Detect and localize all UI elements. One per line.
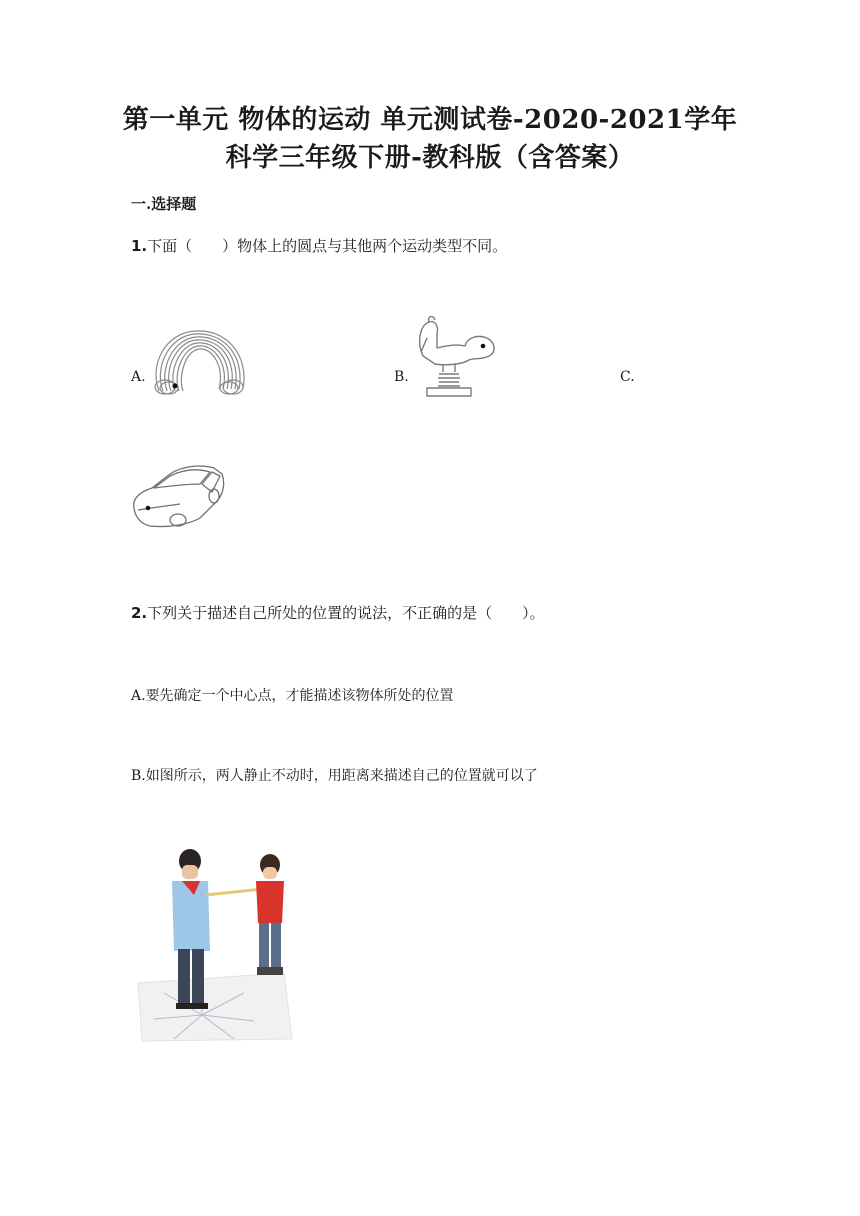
slinky-spring-icon	[145, 325, 255, 397]
option-2b-text: 如图所示，两人静止不动时，用距离来描述自己的位置就可以了	[145, 768, 538, 784]
option-2a-label: A.	[131, 688, 146, 704]
exam-title-line-1: 第一单元 物体的运动 单元测试卷-2020-2021学年	[122, 105, 738, 135]
option-2b-label: B.	[131, 768, 146, 784]
option-1a-label: A.	[131, 369, 146, 385]
two-children-measuring-photo	[134, 843, 294, 1043]
exam-title-line-2: 科学三年级下册-教科版（含答案）	[225, 143, 635, 173]
question-1-number: 1.	[131, 237, 148, 255]
question-1-text: 下面（ ）物体上的圆点与其他两个运动类型不同。	[147, 237, 508, 255]
question-2-number: 2.	[131, 604, 148, 622]
question-2	[131, 602, 545, 624]
section-heading: 一.选择题	[131, 195, 197, 213]
car-icon	[130, 458, 226, 532]
option-2a-text: 要先确定一个中心点，才能描述该物体所处的位置	[145, 688, 454, 704]
option-1c-label: C.	[620, 369, 635, 385]
spring-rocking-horse-icon	[407, 316, 499, 398]
question-1	[131, 235, 507, 257]
option-1b-label: B.	[394, 369, 409, 385]
option-2b	[131, 766, 538, 786]
option-2a	[131, 686, 454, 706]
question-2-text: 下列关于描述自己所处的位置的说法，不正确的是（ ）。	[147, 604, 545, 622]
